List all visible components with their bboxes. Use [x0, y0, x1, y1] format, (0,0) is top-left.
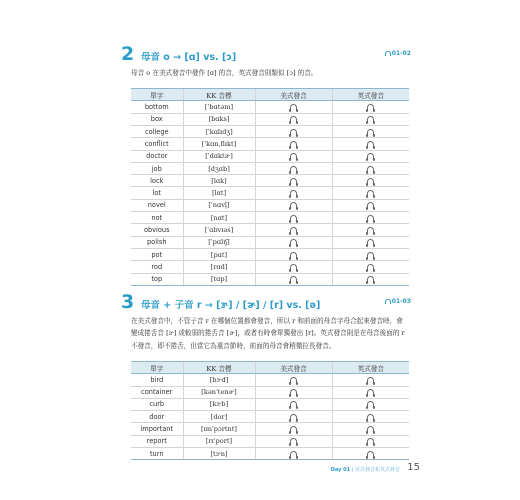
kk-cell: [tɝn] [183, 448, 255, 460]
kk-cell: [bɑks] [183, 113, 255, 125]
headphone-icon[interactable] [290, 264, 297, 270]
headphone-icon[interactable] [290, 202, 297, 208]
headphone-icon[interactable] [367, 202, 374, 208]
headphone-icon[interactable] [290, 401, 297, 407]
headphone-icon[interactable] [367, 129, 374, 135]
headphone-icon [385, 51, 391, 56]
table-row [131, 126, 409, 138]
section-title: 母音 o → [ɑ] vs. [ɔ] [141, 52, 237, 63]
headphone-icon[interactable] [367, 451, 374, 457]
kk-cell: [tɑp] [183, 273, 255, 285]
column-header-kk: KK 音標 [183, 89, 255, 101]
uk-audio-cell[interactable] [332, 175, 409, 187]
table-row [131, 386, 409, 398]
section-2 [121, 43, 411, 286]
headphone-icon[interactable] [367, 426, 374, 432]
word-cell: not [131, 212, 183, 224]
uk-audio-cell[interactable] [332, 423, 409, 435]
word-cell: job [131, 162, 183, 174]
section-title: 母音 + 子音 r → [ɝ] / [ɚ] / [r] vs. [ə] [141, 300, 321, 311]
headphone-icon[interactable] [290, 227, 297, 233]
headphone-icon[interactable] [367, 414, 374, 420]
kk-cell: [ˈbɑtəm] [183, 101, 255, 113]
uk-audio-cell[interactable] [332, 212, 409, 224]
word-cell: bottom [131, 101, 183, 113]
uk-audio-cell[interactable] [332, 187, 409, 199]
us-audio-cell[interactable] [255, 386, 332, 398]
headphone-icon[interactable] [290, 389, 297, 395]
column-header-uk: 英式發音 [332, 89, 409, 101]
track-number: 01-02 [391, 50, 411, 57]
table-row [131, 212, 409, 224]
us-audio-cell[interactable] [255, 236, 332, 248]
us-audio-cell[interactable] [255, 175, 332, 187]
table-row [131, 398, 409, 410]
uk-audio-cell[interactable] [332, 273, 409, 285]
headphone-icon[interactable] [290, 414, 297, 420]
headphone-icon[interactable] [290, 438, 297, 444]
uk-audio-cell[interactable] [332, 126, 409, 138]
table-row [131, 273, 409, 285]
us-audio-cell[interactable] [255, 126, 332, 138]
us-audio-cell[interactable] [255, 150, 332, 162]
word-cell: turn [131, 448, 183, 460]
kk-cell: [kənˈtenɚ] [183, 386, 255, 398]
section-number: 2 [121, 43, 135, 65]
section-header [121, 43, 411, 66]
word-cell: top [131, 273, 183, 285]
headphone-icon[interactable] [367, 116, 374, 122]
kk-cell: [ɪmˈpɔrtnt] [183, 423, 255, 435]
word-cell: lock [131, 175, 183, 187]
table-row [131, 113, 409, 125]
table-row [131, 162, 409, 174]
uk-audio-cell[interactable] [332, 236, 409, 248]
us-audio-cell[interactable] [255, 224, 332, 236]
footer-title: 美式發音和英式發音 [354, 467, 400, 473]
table-row [131, 411, 409, 423]
word-cell: lot [131, 187, 183, 199]
headphone-icon[interactable] [367, 215, 374, 221]
page-footer [300, 462, 420, 476]
section-3 [121, 291, 411, 460]
uk-audio-cell[interactable] [332, 435, 409, 447]
headphone-icon[interactable] [367, 104, 374, 110]
kk-cell: [ˈnɑvl̩] [183, 199, 255, 211]
audio-track[interactable] [385, 298, 411, 305]
table-row [131, 374, 409, 386]
pronunciation-table [131, 88, 409, 285]
headphone-icon[interactable] [290, 252, 297, 258]
audio-track[interactable] [385, 50, 411, 57]
headphone-icon[interactable] [367, 190, 374, 196]
table-row [131, 101, 409, 113]
track-number: 01-03 [391, 298, 411, 305]
kk-cell: [dor] [183, 411, 255, 423]
us-audio-cell[interactable] [255, 398, 332, 410]
headphone-icon[interactable] [367, 276, 374, 282]
section-description: 母音 o 在美式發音中發作 [ɑ] 的音，英式發音則類似 [ɔ] 的音。 [131, 69, 318, 77]
headphone-icon[interactable] [367, 141, 374, 147]
headphone-icon[interactable] [290, 153, 297, 159]
uk-audio-cell[interactable] [332, 162, 409, 174]
kk-cell: [ˈɑbvɪəs] [183, 224, 255, 236]
headphone-icon[interactable] [290, 166, 297, 172]
uk-audio-cell[interactable] [332, 248, 409, 260]
table-row [131, 236, 409, 248]
headphone-icon[interactable] [367, 178, 374, 184]
table-row [131, 248, 409, 260]
table-row [131, 423, 409, 435]
us-audio-cell[interactable] [255, 411, 332, 423]
uk-audio-cell[interactable] [332, 224, 409, 236]
us-audio-cell[interactable] [255, 423, 332, 435]
uk-audio-cell[interactable] [332, 199, 409, 211]
uk-audio-cell[interactable] [332, 386, 409, 398]
uk-audio-cell[interactable] [332, 138, 409, 150]
kk-cell: [ˈkɑlɪdʒ] [183, 126, 255, 138]
headphone-icon[interactable] [367, 377, 374, 383]
kk-cell: [ˈpɑlɪʃ] [183, 236, 255, 248]
word-cell: novel [131, 199, 183, 211]
pronunciation-table [131, 361, 409, 460]
table-row [131, 224, 409, 236]
us-audio-cell[interactable] [255, 101, 332, 113]
headphone-icon[interactable] [290, 116, 297, 122]
headphone-icon[interactable] [367, 153, 374, 159]
headphone-icon [385, 299, 391, 304]
table-row [131, 150, 409, 162]
us-audio-cell[interactable] [255, 113, 332, 125]
headphone-icon[interactable] [367, 252, 374, 258]
word-cell: box [131, 113, 183, 125]
table-row [131, 435, 409, 447]
us-audio-cell[interactable] [255, 162, 332, 174]
uk-audio-cell[interactable] [332, 101, 409, 113]
word-cell: door [131, 411, 183, 423]
table-row [131, 448, 409, 460]
us-audio-cell[interactable] [255, 435, 332, 447]
headphone-icon[interactable] [290, 129, 297, 135]
word-cell: doctor [131, 150, 183, 162]
headphone-icon[interactable] [290, 451, 297, 457]
headphone-icon[interactable] [367, 166, 374, 172]
uk-audio-cell[interactable] [332, 448, 409, 460]
column-header-word: 單字 [131, 362, 183, 374]
word-cell: curb [131, 398, 183, 410]
uk-audio-cell[interactable] [332, 261, 409, 273]
page-number: 15 [407, 462, 420, 473]
us-audio-cell[interactable] [255, 248, 332, 260]
table-row [131, 199, 409, 211]
us-audio-cell[interactable] [255, 138, 332, 150]
word-cell: rod [131, 261, 183, 273]
kk-cell: [lɑk] [183, 175, 255, 187]
kk-cell: [rɑd] [183, 261, 255, 273]
section-description: 在美式發音中，不管子音 r 在哪個位置都會發音，所以 r 和前面的母音字母合起來發音時，會變成捲舌音 [ɝ] 或較弱的捲舌音 [ɚ]，或者有時會單獨發出 [r]。英式發音則是在母音後面的 r 不發音，即不捲舌，但當它為重音節時，前面的母音會稍微拉長發音。 [131, 317, 405, 350]
table-row [131, 187, 409, 199]
kk-cell: [ˈdɑktɚ] [183, 150, 255, 162]
kk-cell: [ˈkɑnˌflɪkt] [183, 138, 255, 150]
headphone-icon[interactable] [290, 239, 297, 245]
us-audio-cell[interactable] [255, 199, 332, 211]
headphone-icon[interactable] [290, 377, 297, 383]
us-audio-cell[interactable] [255, 261, 332, 273]
us-audio-cell[interactable] [255, 212, 332, 224]
kk-cell: [nɑt] [183, 212, 255, 224]
headphone-icon[interactable] [290, 141, 297, 147]
kk-cell: [dʒɑb] [183, 162, 255, 174]
headphone-icon[interactable] [290, 104, 297, 110]
headphone-icon[interactable] [290, 215, 297, 221]
headphone-icon[interactable] [367, 227, 374, 233]
kk-cell: [bɝd] [183, 374, 255, 386]
footer-day: Day 01 [330, 467, 351, 473]
column-header-uk: 英式發音 [332, 362, 409, 374]
table-row [131, 175, 409, 187]
table-row [131, 138, 409, 150]
uk-audio-cell[interactable] [332, 113, 409, 125]
headphone-icon[interactable] [367, 264, 374, 270]
word-cell: polish [131, 236, 183, 248]
column-header-us: 美式發音 [255, 362, 332, 374]
headphone-icon[interactable] [367, 239, 374, 245]
headphone-icon[interactable] [367, 438, 374, 444]
word-cell: college [131, 126, 183, 138]
table-row [131, 261, 409, 273]
headphone-icon[interactable] [290, 178, 297, 184]
headphone-icon[interactable] [290, 276, 297, 282]
section-number: 3 [121, 291, 135, 313]
kk-cell: [pɑt] [183, 248, 255, 260]
word-cell: container [131, 386, 183, 398]
uk-audio-cell[interactable] [332, 374, 409, 386]
us-audio-cell[interactable] [255, 374, 332, 386]
kk-cell: [rɪˈport] [183, 435, 255, 447]
word-cell: conflict [131, 138, 183, 150]
word-cell: report [131, 435, 183, 447]
headphone-icon[interactable] [290, 190, 297, 196]
column-header-kk: KK 音標 [183, 362, 255, 374]
kk-cell: [lɑt] [183, 187, 255, 199]
section-header [121, 291, 411, 314]
word-cell: bird [131, 374, 183, 386]
us-audio-cell[interactable] [255, 448, 332, 460]
kk-cell: [kɝb] [183, 398, 255, 410]
column-header-word: 單字 [131, 89, 183, 101]
us-audio-cell[interactable] [255, 187, 332, 199]
uk-audio-cell[interactable] [332, 411, 409, 423]
us-audio-cell[interactable] [255, 273, 332, 285]
headphone-icon[interactable] [367, 389, 374, 395]
headphone-icon[interactable] [290, 426, 297, 432]
word-cell: important [131, 423, 183, 435]
word-cell: pot [131, 248, 183, 260]
uk-audio-cell[interactable] [332, 398, 409, 410]
word-cell: obvious [131, 224, 183, 236]
headphone-icon[interactable] [367, 401, 374, 407]
footer-chapter: Day 01 | 美式發音和英式發音 [330, 467, 400, 473]
column-header-us: 美式發音 [255, 89, 332, 101]
uk-audio-cell[interactable] [332, 150, 409, 162]
